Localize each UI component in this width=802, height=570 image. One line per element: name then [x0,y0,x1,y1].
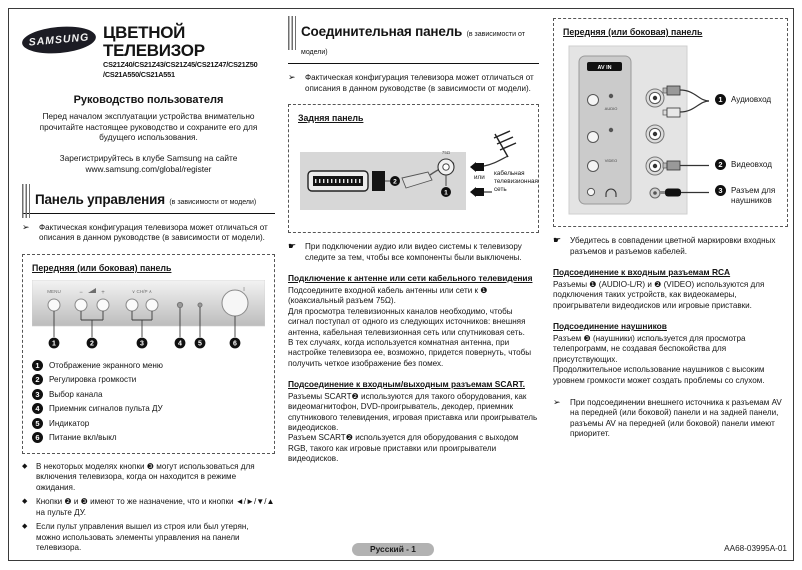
bullet-text: Если пульт управления вышел из строя или был утерян, можно использовать элементы управления на панели телевизора. [36,522,249,553]
indicator-led [198,303,202,307]
legend-text: Индикатор [49,418,90,428]
config-note [22,223,275,244]
svg-text:75Ω: 75Ω [441,150,451,156]
config-note-text: Фактическая конфигурация телевизора может отличаться от описания в данном руководстве (в зависимости от модели). [305,73,534,93]
audio-dot [609,94,613,98]
rear-panel-box [288,104,539,233]
antenna-badge [441,187,451,197]
video-tiny-label: VIDEO [604,158,618,163]
warn-note [553,236,788,257]
callout-text: Видеовход [731,160,772,169]
legend-item [32,389,265,400]
badge-6: 6 [32,432,43,443]
channel-up-button [146,299,158,311]
section-subnote: (в зависимости от модели) [169,198,257,206]
config-note [288,73,539,94]
front-panel-legend [32,360,265,444]
badge-2: 2 [32,374,43,385]
svg-text:2: 2 [90,340,94,348]
config-note-text: Фактическая конфигурация телевизора может отличаться от описания в данном руководстве (в зависимости от модели). [39,222,268,243]
callout-video [715,160,785,170]
register-line2: www.samsung.com/global/register [85,163,212,174]
bullet-text: В некоторых моделях кнопки ❸ могут использоваться для включения телевизора, когда он находится в режиме ожидания. [36,461,255,492]
side-panel-inner [579,56,631,204]
or-label: или [474,174,485,182]
scart-para1: Разъемы SCART❷ используются для такого оборудования, как видеомагнитофон, DVD-проигрыватель, декодер, приемник спутникового телевидения, игровая приставка или проигрыватель видеодисков. [288,391,538,433]
warn-note-text: При подключении аудио или видео системы к телевизору следите за тем, чтобы все компоненты были выключены. [305,242,522,262]
badge-1: 1 [32,360,43,371]
guide-text: Перед началом эксплуатации устройства внимательно прочитайте настоящее руководство и сохраните его для будущего использования. [39,110,258,143]
menu-label: MENU [47,288,61,294]
scart-connector [308,171,385,191]
badge-3: 3 [715,185,726,196]
rca-heading: Подсоединение к входным разъемам RCA [553,267,731,278]
left-column [22,16,275,554]
rca-para: Разъемы ❶ (AUDIO-L/R) и ❷ (VIDEO) используются для подключения таких устройств, как видеокамеры, проигрыватели видеодисков или игровые приставки. [553,280,765,310]
section-bars-icon [22,184,30,218]
callout-headphones [715,186,785,205]
bullet-note [22,462,275,494]
badge-3: 3 [32,389,43,400]
right-column [553,16,788,440]
legend-item [32,360,265,371]
register-line1: Зарегистрируйтесь в клубе Samsung на сайте [59,153,238,164]
channel-down-button [126,299,138,311]
rear-panel-figure-wrap [298,130,538,226]
document-code: AA68-03995A-01 [724,544,787,553]
warn-note [288,242,539,263]
scart-para2: Разъем SCART❷ используется для оборудования с выходом RGB, такого как игровые приставки или проигрыватели видеодисков. [288,433,519,464]
remote-sensor [177,302,182,307]
svg-text:1: 1 [52,340,56,348]
callout-text: Разъем для наушников [731,186,776,205]
side-panel-figure-wrap [563,44,778,220]
section-control-panel [22,188,275,214]
rear-panel-box-title: Задняя панель [298,113,364,124]
antenna-icon [494,131,516,157]
front-panel-figure [32,280,265,354]
pointing-hand-icon: ☛ [288,241,297,252]
svg-text:1: 1 [444,189,448,197]
section-title: Соединительная панель [301,24,463,39]
pointer-arrow-icon: ➢ [288,72,296,82]
badge-2: 2 [715,159,726,170]
power-label: I [243,286,245,293]
volume-minus-label: − [79,289,83,296]
svg-text:2: 2 [393,178,397,186]
cable-network-label: кабельная телевизионная сеть [494,170,538,193]
front-panel-box [22,254,275,454]
antenna-heading: Подключение к антенне или сети кабельного телевидения [288,273,533,284]
title-block [103,24,275,81]
svg-text:4: 4 [178,340,182,348]
side-panel-figure [563,44,713,220]
antenna-para3: В тех случаях, когда используется комнатная антенна, при настройке телевизора ее, возможно, придется повернуть, чтобы получить четкое изображение без помех. [288,337,532,368]
brand-row [22,24,275,81]
product-title: ЦВЕТНОЙ ТЕЛЕВИЗОР [103,23,205,60]
diamond-icon: ◆ [22,523,28,531]
power-button [222,290,248,316]
page-number-pill: Русский - 1 [352,543,434,556]
warn-note-text: Убедитесь в совпадении цветной маркировки входных разъемов и разъемов кабелей. [570,236,776,256]
audio-tiny-label: AUDIO [604,106,618,111]
section-connection-panel [288,20,539,64]
menu-button [48,299,60,311]
svg-text:AV IN: AV IN [597,65,612,71]
video-dot [609,128,613,132]
side-panel-box-title: Передняя (или боковая) панель [563,27,703,37]
register-text [22,153,275,175]
antenna-para1: Подсоедините входной кабель антенны или сети к ❶ (коаксиальный разъем 75Ω). [288,286,488,306]
badge-4: 4 [32,403,43,414]
guide-title: Руководство пользователя [73,93,224,106]
legend-item [32,418,265,429]
scart-heading: Подсоединение к входным/выходным разъемам SCART. [288,378,525,389]
legend-item [32,403,265,414]
phones-heading: Подсоединение наушников [553,321,667,332]
pointer-arrow-icon: ➢ [22,221,30,232]
callout-text: Аудиовход [731,95,772,104]
callout-badges [49,337,241,348]
section-subnote: (в зависимости от модели) [301,31,525,56]
diamond-icon: ◆ [22,462,28,470]
badge-1: 1 [715,94,726,105]
phones-para2: Продолжительное использование наушников с высоким уровнем громкости может создать проблемы со слухом. [553,365,765,385]
section-title: Панель управления [35,191,165,207]
legend-item [32,432,265,443]
diamond-icon: ◆ [22,498,28,506]
legend-text: Отображение экранного меню [49,360,163,370]
middle-column [288,16,539,464]
volume-plus-label: + [101,289,105,296]
badge-5: 5 [32,418,43,429]
svg-text:5: 5 [198,340,202,348]
legend-item [32,374,265,385]
volume-up-button [97,299,109,311]
model-list-line1: CS21Z40/CS21Z43/CS21Z45/CS21Z47/CS21Z50 [103,59,258,69]
bullet-note [22,522,275,554]
cable-network-plug [470,187,492,197]
legend-text: Выбор канала [49,389,103,399]
channel-label: ∨ CH/P ∧ [131,288,153,294]
section-bars-icon [288,16,296,50]
bullet-note [22,497,275,518]
side-panel-box [553,18,788,227]
pointing-hand-icon: ☛ [553,235,562,245]
legend-text: Регулировка громкости [49,375,137,385]
model-list-line2: /CS21A550/CS21A551 [103,70,175,80]
callout-audio [715,95,785,105]
bullet-text: Кнопки ❷ и ❸ имеют то же назначение, что и кнопки ◄/►/▼/▲ на пульте ДУ. [36,497,275,517]
front-panel-box-title: Передняя (или боковая) панель [32,262,172,273]
pointer-arrow-icon: ➢ [553,396,561,407]
svg-text:6: 6 [233,340,237,348]
phones-para1: Разъем ❸ (наушники) используется для просмотра телепрограмм, не создавая беспокойства для присутствующих. [553,334,746,364]
svg-text:3: 3 [140,340,144,348]
av-in-label-pill [587,62,622,71]
samsung-logo [21,24,97,56]
priority-note-text: При подсоединении внешнего источника к разъемам AV на передней (или боковой) панели и на задней панели, разъемы AV на передней (или боковой) панели имеют приоритет. [570,397,782,439]
volume-down-button [75,299,87,311]
antenna-para2: Для просмотра телевизионных каналов необходимо, чтобы сигнал поступал от одного из следующих источников: внешняя антенна, кабельная телевизионная сеть или спутниковая сеть. [288,306,526,337]
scart-badge [390,176,400,186]
samsung-logo-text: SAMSUNG [28,31,90,49]
legend-text: Приемник сигналов пульта ДУ [49,404,163,414]
priority-note [553,398,788,440]
legend-text: Питание вкл/выкл [49,433,117,443]
